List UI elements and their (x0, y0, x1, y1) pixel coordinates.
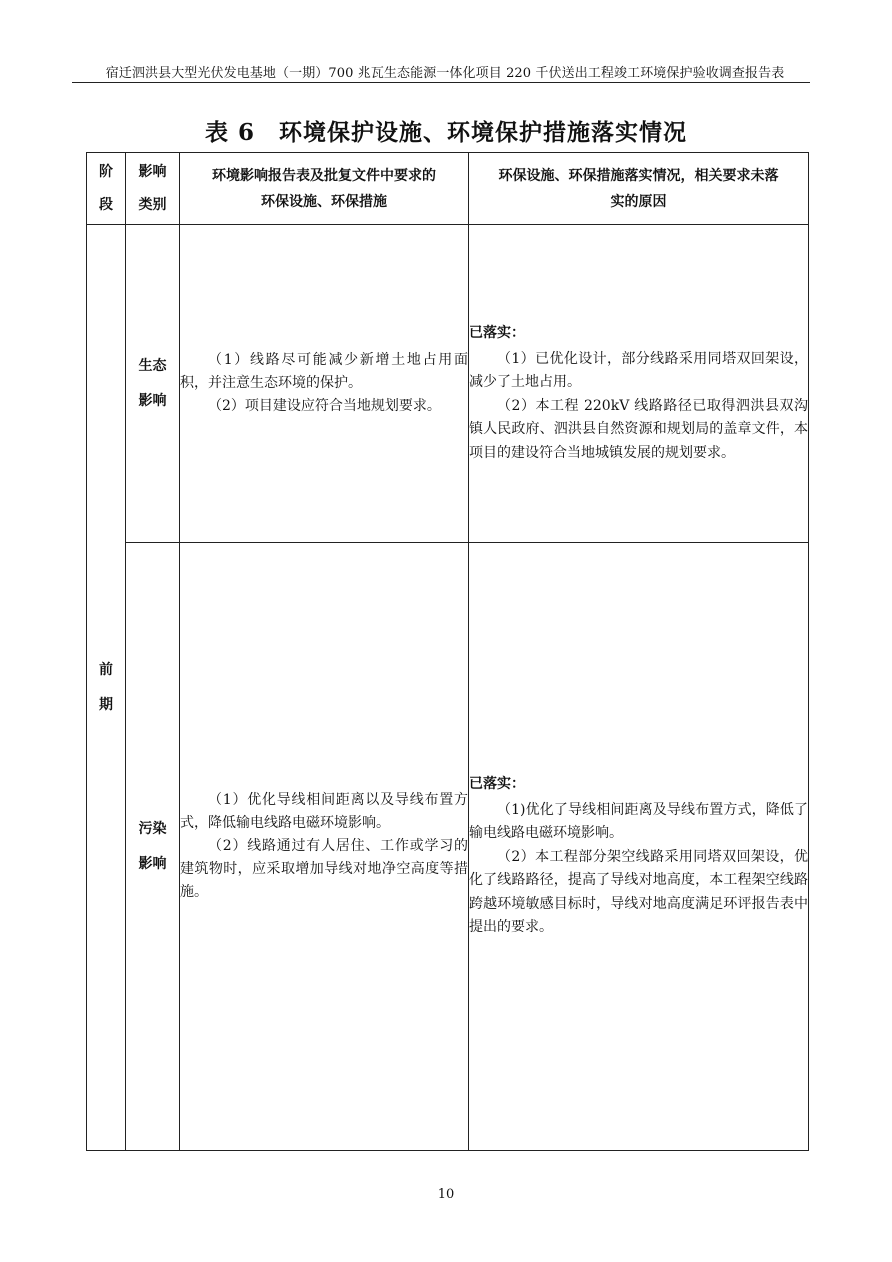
measures-table (86, 152, 809, 1151)
table-header-row (87, 153, 809, 225)
column-header-implementation: 环保设施、环保措施落实情况，相关要求未落 实的原因 (469, 153, 809, 225)
requirement-item: （2）线路通过有人居住、工作或学习的建筑物时，应采取增加导线对地净空高度等措施。 (180, 838, 468, 900)
column-header-impact-type: 影响 类别 (126, 153, 180, 225)
implementation-cell (469, 543, 809, 1151)
implementation-item: （1）已优化设计，部分线路采用同塔双回架设，减少了土地占用。 (469, 350, 808, 390)
status-label: 已落实： (469, 776, 525, 793)
implementation-item: （2）本工程部分架空线路采用同塔双回架设，优化了线路路径，提高了导线对地高度，本工程架空线路跨越环境敏感目标时，导线对地高度满足环评报告表中提出的要求。 (469, 848, 808, 936)
implementation-item: （2）本工程 220kV 线路路径已取得泗洪县双沟镇人民政府、泗洪县自然资源和规划局的盖章文件，本项目的建设符合当地城镇发展的规划要求。 (469, 397, 808, 461)
requirement-item: （1）线路尽可能减少新增土地占用面积，并注意生态环境的保护。 (180, 352, 468, 391)
column-header-requirements: 环境影响报告表及批复文件中要求的 环保设施、环保措施 (180, 153, 469, 225)
running-header: 宿迁泗洪县大型光伏发电基地（一期）700 兆瓦生态能源一体化项目 220 千伏送出工程竣工环境保护验收调查报告表 (105, 66, 785, 81)
implementation-item: （1)优化了导线相间距离及导线布置方式，降低了输电线路电磁环境影响。 (469, 801, 808, 842)
requirement-item: （1）优化导线相间距离以及导线布置方式，降低输电线路电磁环境影响。 (180, 792, 468, 831)
stage-cell: 前 期 (87, 225, 126, 1151)
table-title: 表 6 环境保护设施、环境保护措施落实情况 (204, 119, 687, 146)
impact-type-cell: 污染 影响 (126, 543, 180, 1151)
page-number: 10 (437, 1187, 455, 1202)
table-row (87, 543, 809, 1151)
column-header-stage: 阶 段 (87, 153, 126, 225)
impact-type-cell: 生态 影响 (126, 225, 180, 543)
requirements-cell (180, 225, 469, 543)
requirements-cell (180, 543, 469, 1151)
table-row (87, 225, 809, 543)
status-label: 已落实： (469, 325, 525, 341)
header-divider (72, 82, 810, 83)
implementation-cell (469, 225, 809, 543)
requirement-item: （2）项目建设应符合当地规划要求。 (208, 398, 441, 414)
